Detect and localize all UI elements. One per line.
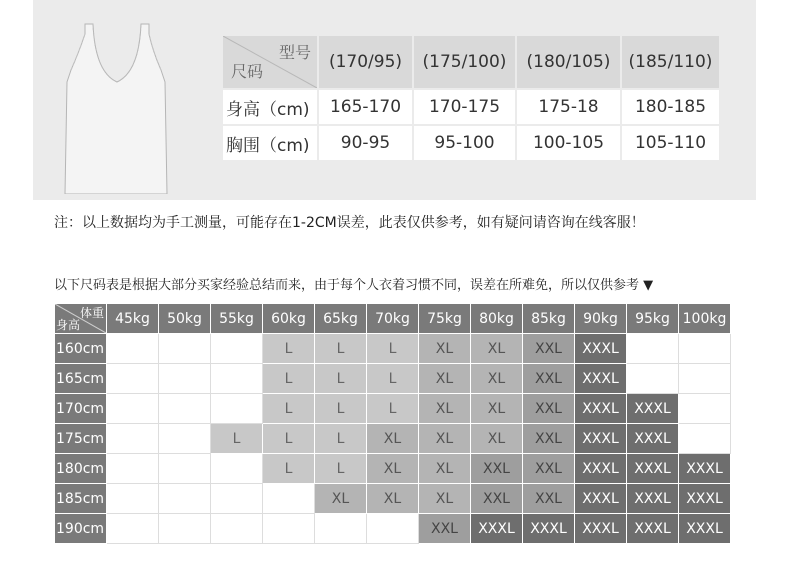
- spec-row-label: 身高（cm): [222, 89, 318, 125]
- chart-size-cell: XL: [419, 484, 471, 514]
- chart-height-label: 170cm: [55, 394, 107, 424]
- chart-size-cell: XXL: [523, 394, 575, 424]
- spec-corner-size-label: 尺码: [231, 62, 264, 81]
- chart-size-cell: L: [315, 454, 367, 484]
- chart-size-cell: XXXL: [575, 514, 627, 544]
- spec-model-header: (175/100): [413, 35, 516, 89]
- chart-row: [55, 424, 731, 454]
- chart-size-cell: XXXL: [627, 454, 679, 484]
- chart-empty-cell: [211, 394, 263, 424]
- chart-size-cell: XXXL: [523, 514, 575, 544]
- chart-empty-cell: [107, 484, 159, 514]
- spec-model-header: (170/95): [318, 35, 413, 89]
- chart-weight-header: 50kg: [159, 304, 211, 334]
- chart-size-cell: XL: [419, 334, 471, 364]
- spec-cell: 165-170: [318, 89, 413, 125]
- chart-empty-cell: [627, 364, 679, 394]
- chart-empty-cell: [627, 334, 679, 364]
- spec-corner-cell: [222, 35, 318, 89]
- chart-row: [55, 484, 731, 514]
- chart-size-cell: L: [315, 334, 367, 364]
- chart-size-cell: XL: [471, 424, 523, 454]
- chart-empty-cell: [263, 484, 315, 514]
- chart-size-cell: XL: [367, 424, 419, 454]
- chart-weight-header: 100kg: [679, 304, 731, 334]
- chart-height-label: 175cm: [55, 424, 107, 454]
- chart-empty-cell: [107, 364, 159, 394]
- chart-empty-cell: [159, 514, 211, 544]
- chart-size-cell: XXL: [471, 484, 523, 514]
- chart-size-cell: XL: [419, 424, 471, 454]
- spec-model-header: (180/105): [516, 35, 621, 89]
- spec-cell: 90-95: [318, 125, 413, 161]
- tank-top-icon: [63, 22, 173, 194]
- chart-row: [55, 454, 731, 484]
- chart-empty-cell: [159, 364, 211, 394]
- chart-empty-cell: [159, 334, 211, 364]
- size-recommendation-chart: [54, 303, 731, 544]
- chart-size-cell: XXXL: [679, 484, 731, 514]
- chart-empty-cell: [107, 394, 159, 424]
- chart-empty-cell: [107, 424, 159, 454]
- chart-height-label: 190cm: [55, 514, 107, 544]
- chart-weight-header: 60kg: [263, 304, 315, 334]
- chart-size-cell: XXL: [523, 334, 575, 364]
- chart-size-cell: L: [315, 424, 367, 454]
- chart-size-cell: XXXL: [679, 514, 731, 544]
- chart-empty-cell: [107, 334, 159, 364]
- chart-corner-weight-label: 体重: [79, 306, 104, 320]
- chart-size-cell: XXXL: [627, 394, 679, 424]
- chart-weight-header: 90kg: [575, 304, 627, 334]
- spec-row-height: [222, 89, 720, 125]
- chart-size-cell: XXXL: [575, 394, 627, 424]
- chart-size-cell: XXXL: [471, 514, 523, 544]
- chart-size-cell: XXL: [471, 454, 523, 484]
- chart-size-cell: XXL: [523, 364, 575, 394]
- chart-empty-cell: [679, 334, 731, 364]
- chart-size-cell: XXXL: [575, 334, 627, 364]
- chart-empty-cell: [159, 454, 211, 484]
- chart-size-cell: XL: [419, 394, 471, 424]
- chart-weight-header: 95kg: [627, 304, 679, 334]
- chart-size-cell: L: [263, 394, 315, 424]
- chart-empty-cell: [159, 394, 211, 424]
- chart-size-cell: L: [367, 364, 419, 394]
- chart-size-cell: L: [263, 454, 315, 484]
- chart-empty-cell: [211, 454, 263, 484]
- chart-row: [55, 364, 731, 394]
- chart-empty-cell: [263, 514, 315, 544]
- spec-cell: 100-105: [516, 125, 621, 161]
- chart-size-cell: XL: [367, 484, 419, 514]
- chart-empty-cell: [679, 424, 731, 454]
- spec-row-label: 胸围（cm): [222, 125, 318, 161]
- chart-size-cell: XL: [367, 454, 419, 484]
- chart-height-label: 165cm: [55, 364, 107, 394]
- chart-size-cell: XL: [419, 364, 471, 394]
- chart-size-cell: L: [263, 334, 315, 364]
- spec-cell: 95-100: [413, 125, 516, 161]
- chart-size-cell: XXXL: [575, 424, 627, 454]
- chart-empty-cell: [159, 484, 211, 514]
- measurement-note: 注：以上数据均为手工测量，可能存在1-2CM误差，此表仅供参考，如有疑问请咨询在线客服！: [54, 215, 645, 231]
- chart-size-cell: XL: [419, 454, 471, 484]
- spec-cell: 180-185: [621, 89, 720, 125]
- spec-cell: 175-18: [516, 89, 621, 125]
- chart-size-cell: L: [211, 424, 263, 454]
- spec-header-row: [222, 35, 720, 89]
- chart-size-cell: XXXL: [679, 454, 731, 484]
- chart-size-cell: XXXL: [575, 364, 627, 394]
- chart-empty-cell: [211, 484, 263, 514]
- chart-weight-header: 70kg: [367, 304, 419, 334]
- chart-empty-cell: [211, 514, 263, 544]
- chart-empty-cell: [211, 364, 263, 394]
- chart-height-label: 160cm: [55, 334, 107, 364]
- chart-size-cell: XL: [471, 394, 523, 424]
- chart-size-cell: L: [263, 424, 315, 454]
- chart-size-cell: XXXL: [627, 484, 679, 514]
- chart-size-cell: L: [263, 364, 315, 394]
- chart-size-cell: XXL: [523, 454, 575, 484]
- top-panel: [33, 0, 756, 200]
- chart-size-cell: XXXL: [575, 484, 627, 514]
- chart-weight-header: 45kg: [107, 304, 159, 334]
- chart-empty-cell: [315, 514, 367, 544]
- chart-size-cell: XXXL: [575, 454, 627, 484]
- chart-weight-header: 75kg: [419, 304, 471, 334]
- chart-weight-header: 80kg: [471, 304, 523, 334]
- chart-row: [55, 394, 731, 424]
- chart-header-row: [55, 304, 731, 334]
- chart-empty-cell: [107, 514, 159, 544]
- chart-size-cell: L: [315, 394, 367, 424]
- spec-cell: 105-110: [621, 125, 720, 161]
- chart-row: [55, 514, 731, 544]
- chart-size-cell: XL: [471, 334, 523, 364]
- chart-corner-height-label: 身高: [56, 318, 81, 332]
- spec-row-chest: [222, 125, 720, 161]
- chart-empty-cell: [107, 454, 159, 484]
- chart-weight-header: 55kg: [211, 304, 263, 334]
- chart-corner-cell: [55, 304, 107, 334]
- chart-empty-cell: [679, 364, 731, 394]
- chart-empty-cell: [367, 514, 419, 544]
- chart-row: [55, 334, 731, 364]
- chart-weight-header: 85kg: [523, 304, 575, 334]
- chart-size-cell: XXL: [419, 514, 471, 544]
- size-chart-intro: 以下尺码表是根据大部分买家经验总结而来，由于每个人衣着习惯不同，误差在所难免，所以仅供参考 ▼: [54, 278, 654, 293]
- spec-model-header: (185/110): [621, 35, 720, 89]
- spec-table: [221, 34, 721, 162]
- chart-size-cell: XXL: [523, 424, 575, 454]
- chart-size-cell: L: [315, 364, 367, 394]
- chart-height-label: 180cm: [55, 454, 107, 484]
- spec-corner-model-label: 型号: [278, 43, 311, 62]
- spec-cell: 170-175: [413, 89, 516, 125]
- chart-size-cell: XL: [315, 484, 367, 514]
- chart-size-cell: XXXL: [627, 424, 679, 454]
- chart-size-cell: L: [367, 394, 419, 424]
- chart-size-cell: XXXL: [627, 514, 679, 544]
- chart-size-cell: XXL: [523, 484, 575, 514]
- chart-weight-header: 65kg: [315, 304, 367, 334]
- chart-empty-cell: [159, 424, 211, 454]
- chart-empty-cell: [211, 334, 263, 364]
- chart-size-cell: L: [367, 334, 419, 364]
- chart-height-label: 185cm: [55, 484, 107, 514]
- chart-empty-cell: [679, 394, 731, 424]
- chart-size-cell: XL: [471, 364, 523, 394]
